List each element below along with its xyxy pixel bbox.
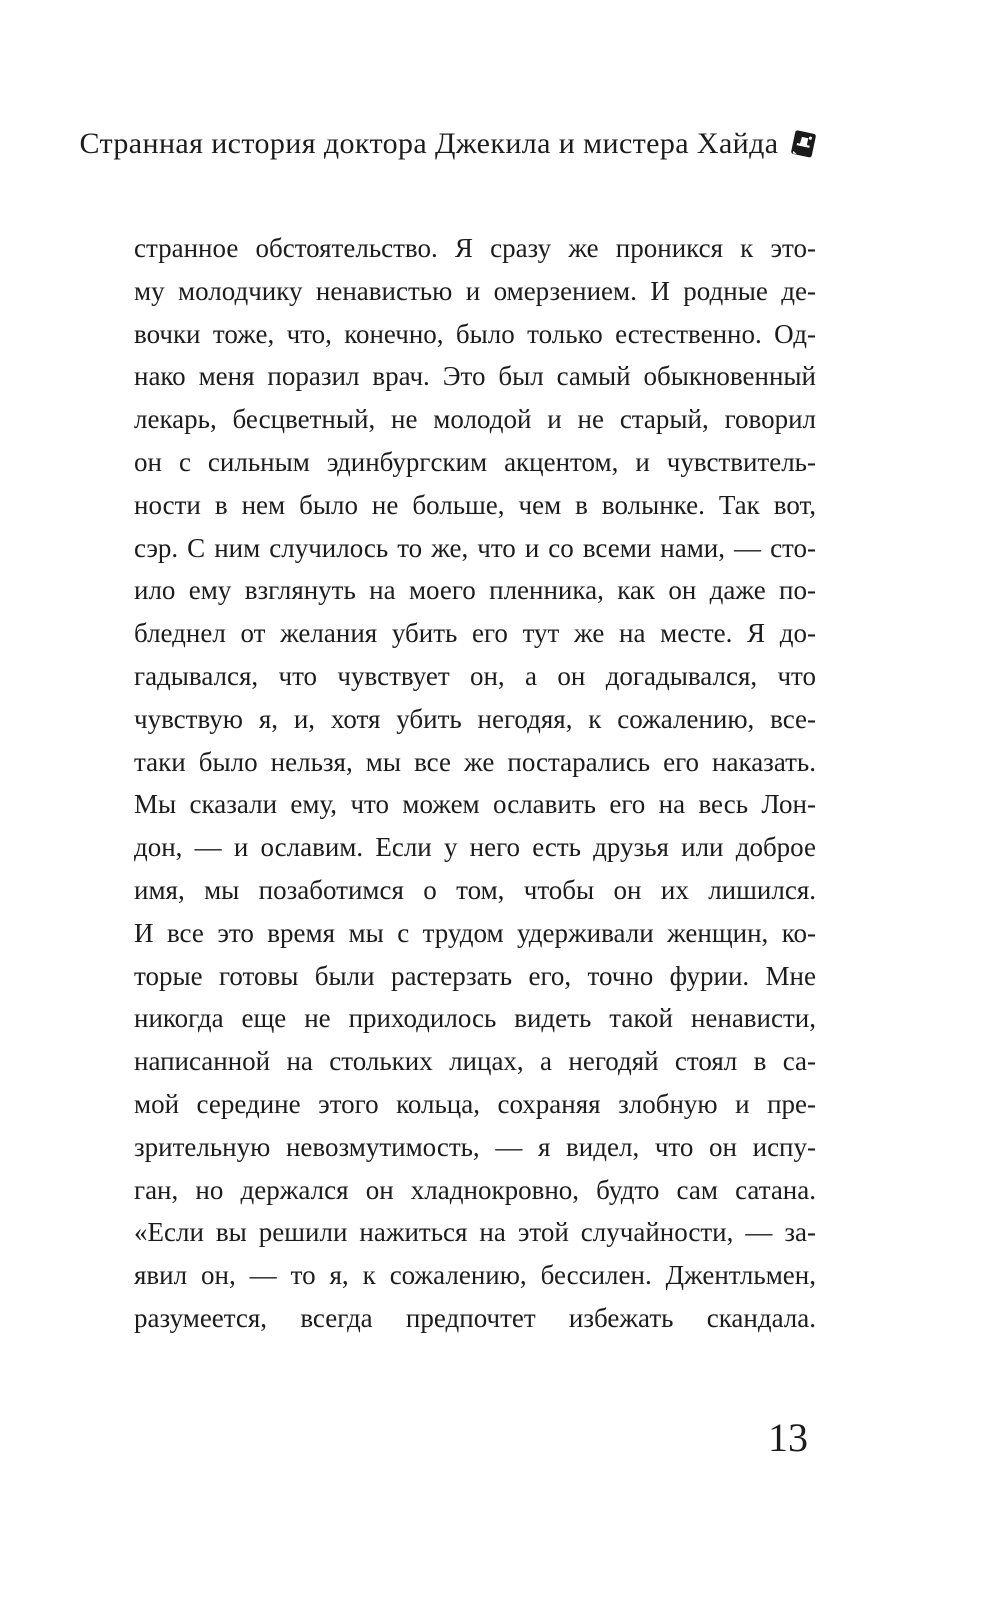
body-text-line: торые готовы были растерзать его, точно фурии. Мне [134, 960, 816, 991]
body-text-line: бледнел от желания убить его тут же на месте. Я до- [134, 618, 816, 649]
body-text-line: ности в нем было не больше, чем в волынке. Так вот, [134, 489, 816, 520]
body-text-line: дон, — и ославим. Если у него есть друзья или доброе [134, 832, 816, 863]
body-text-line: му молодчику ненавистью и омерзением. И родные де- [134, 275, 816, 306]
body-text-line: гадывался, что чувствует он, а он догадывался, что [134, 660, 816, 691]
body-text-line: разумеется, всегда предпочтет избежать скандала. [134, 1302, 816, 1333]
body-text [134, 227, 816, 1340]
running-header [79, 126, 790, 162]
top-hat-ornament-icon [789, 129, 819, 159]
running-header-title: Странная история доктора Джекила и мистера Хайда [79, 127, 779, 160]
body-text-line: имя, мы позаботимся о том, чтобы он их лишился. [134, 874, 816, 905]
body-text-line: странное обстоятельство. Я сразу же проникся к это- [134, 233, 816, 263]
body-text-line: лекарь, бесцветный, не молодой и не старый, говорил [134, 404, 816, 435]
body-text-line: «Если вы решили нажиться на этой случайности, — за- [134, 1217, 816, 1248]
body-text-line: ило ему взглянуть на моего пленника, как он даже по- [134, 575, 816, 606]
body-text-line: таки было нельзя, мы все же постарались его наказать. [134, 746, 816, 777]
body-text-line: чувствую я, и, хотя убить негодяя, к сожалению, все- [134, 703, 816, 734]
body-text-line: вочки тоже, что, конечно, было только естественно. Од- [134, 318, 816, 349]
body-text-line: написанной на стольких лицах, а негодяй стоял в са- [134, 1046, 816, 1077]
page-number: 13 [768, 1415, 808, 1460]
body-text-line: И все это время мы с трудом удерживали женщин, ко- [134, 917, 816, 948]
body-text-line: мой середине этого кольца, сохраняя злобную и пре- [134, 1088, 816, 1119]
body-text-line: он с сильным эдинбургским акцентом, и чувствитель- [134, 446, 816, 477]
body-text-line: никогда еще не приходилось видеть такой ненависти, [134, 1003, 816, 1034]
body-text-line: нако меня поразил врач. Это был самый обыкновенный [134, 361, 816, 392]
body-text-line: зрительную невозмутимость, — я видел, что он испу- [134, 1131, 816, 1162]
body-text-line: Мы сказали ему, что можем ославить его на весь Лон- [134, 789, 816, 820]
body-text-line: явил он, — то я, к сожалению, бессилен. Джентльмен, [134, 1260, 816, 1291]
body-text-line: сэр. С ним случилось то же, что и со всеми нами, — сто- [134, 532, 816, 563]
body-text-line: ган, но держался он хладнокровно, будто сам сатана. [134, 1174, 816, 1205]
